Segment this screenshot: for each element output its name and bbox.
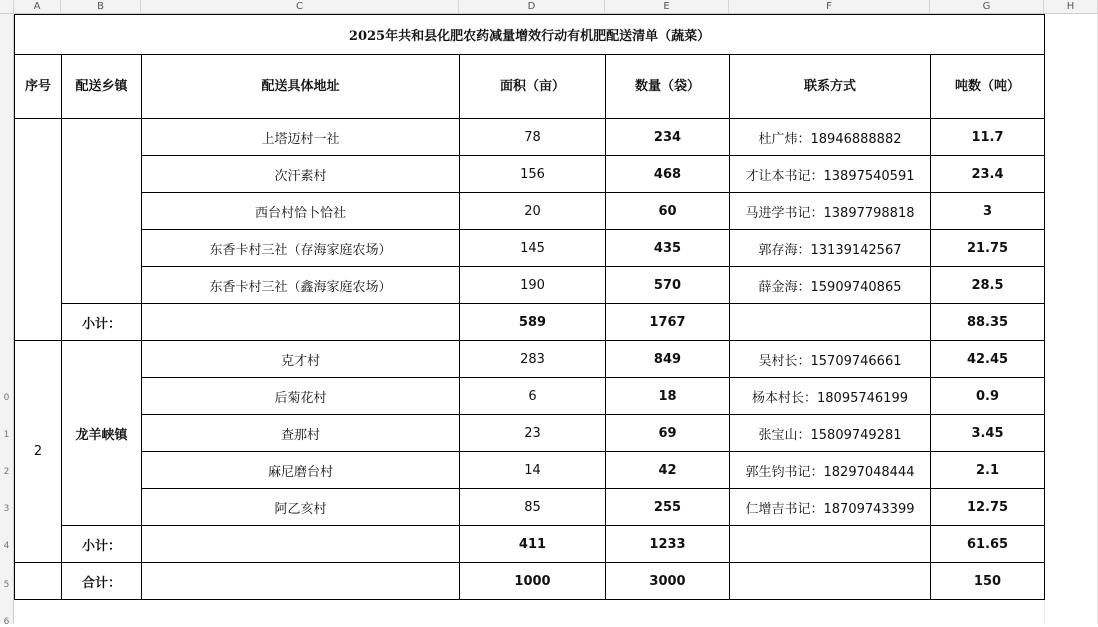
sheet-title[interactable]: 2025年共和县化肥农药减量增效行动有机肥配送清单（蔬菜） bbox=[15, 15, 1045, 55]
total-contact-cell[interactable] bbox=[730, 563, 931, 600]
qty-cell[interactable]: 18 bbox=[606, 378, 730, 415]
header-tons[interactable]: 吨数（吨） bbox=[931, 55, 1045, 119]
town-cell[interactable]: 龙羊峡镇 bbox=[62, 341, 142, 526]
area-cell[interactable]: 23 bbox=[460, 415, 606, 452]
select-all-corner[interactable] bbox=[0, 0, 14, 13]
subtotal-row bbox=[15, 526, 1045, 563]
tons-cell[interactable]: 28.5 bbox=[931, 267, 1045, 304]
column-header-e[interactable]: E bbox=[605, 0, 729, 13]
total-area[interactable]: 1000 bbox=[460, 563, 606, 600]
tons-cell[interactable]: 42.45 bbox=[931, 341, 1045, 378]
address-cell[interactable]: 东香卡村三社（存海家庭农场） bbox=[142, 230, 460, 267]
column-header-h[interactable]: H bbox=[1044, 0, 1098, 13]
subtotal-row bbox=[15, 304, 1045, 341]
tons-cell[interactable]: 23.4 bbox=[931, 156, 1045, 193]
area-cell[interactable]: 20 bbox=[460, 193, 606, 230]
row-header[interactable]: 2 bbox=[3, 467, 10, 477]
address-cell[interactable]: 西台村恰卜恰社 bbox=[142, 193, 460, 230]
table-row bbox=[15, 119, 1045, 156]
header-contact[interactable]: 联系方式 bbox=[730, 55, 931, 119]
area-cell[interactable]: 14 bbox=[460, 452, 606, 489]
subtotal-tons[interactable]: 61.65 bbox=[931, 526, 1045, 563]
row-header[interactable]: 5 bbox=[3, 580, 10, 590]
delivery-table bbox=[14, 14, 1045, 600]
contact-cell[interactable]: 马进学书记：13897798818 bbox=[730, 193, 931, 230]
table-row bbox=[15, 341, 1045, 378]
header-area[interactable]: 面积（亩） bbox=[460, 55, 606, 119]
area-cell[interactable]: 78 bbox=[460, 119, 606, 156]
qty-cell[interactable]: 69 bbox=[606, 415, 730, 452]
subtotal-label[interactable]: 小计： bbox=[62, 526, 142, 563]
contact-cell[interactable]: 杜广炜：18946888882 bbox=[730, 119, 931, 156]
subtotal-tons[interactable]: 88.35 bbox=[931, 304, 1045, 341]
address-cell[interactable]: 后菊花村 bbox=[142, 378, 460, 415]
tons-cell[interactable]: 2.1 bbox=[931, 452, 1045, 489]
header-index[interactable]: 序号 bbox=[15, 55, 62, 119]
contact-cell[interactable]: 郭存海：13139142567 bbox=[730, 230, 931, 267]
area-cell[interactable]: 156 bbox=[460, 156, 606, 193]
qty-cell[interactable]: 255 bbox=[606, 489, 730, 526]
column-header-bar bbox=[0, 0, 1098, 14]
contact-cell[interactable]: 郭生钧书记：18297048444 bbox=[730, 452, 931, 489]
column-header-d[interactable]: D bbox=[459, 0, 605, 13]
qty-cell[interactable]: 570 bbox=[606, 267, 730, 304]
contact-cell[interactable]: 才让本书记：13897540591 bbox=[730, 156, 931, 193]
tons-cell[interactable]: 0.9 bbox=[931, 378, 1045, 415]
contact-cell[interactable]: 仁增吉书记：18709743399 bbox=[730, 489, 931, 526]
table-row bbox=[15, 378, 1045, 415]
row-header-bar bbox=[0, 14, 14, 627]
qty-cell[interactable]: 468 bbox=[606, 156, 730, 193]
table-row bbox=[15, 415, 1045, 452]
row-header[interactable]: 6 bbox=[3, 617, 10, 627]
column-header-g[interactable]: G bbox=[930, 0, 1044, 13]
index-cell[interactable] bbox=[15, 119, 62, 341]
table-row bbox=[15, 193, 1045, 230]
town-cell[interactable] bbox=[62, 119, 142, 304]
contact-cell[interactable]: 薛金海：15909740865 bbox=[730, 267, 931, 304]
tons-cell[interactable]: 21.75 bbox=[931, 230, 1045, 267]
tons-cell[interactable]: 3 bbox=[931, 193, 1045, 230]
row-header[interactable]: 4 bbox=[3, 541, 10, 551]
area-cell[interactable]: 85 bbox=[460, 489, 606, 526]
column-header-a[interactable]: A bbox=[14, 0, 61, 13]
table-row bbox=[15, 230, 1045, 267]
address-cell[interactable]: 上塔迈村一社 bbox=[142, 119, 460, 156]
qty-cell[interactable]: 60 bbox=[606, 193, 730, 230]
table-row bbox=[15, 489, 1045, 526]
total-address-cell[interactable] bbox=[142, 563, 460, 600]
row-header[interactable]: 0 bbox=[3, 393, 10, 403]
table-row bbox=[15, 452, 1045, 489]
qty-cell[interactable]: 42 bbox=[606, 452, 730, 489]
address-cell[interactable]: 克才村 bbox=[142, 341, 460, 378]
address-cell[interactable]: 麻尼磨台村 bbox=[142, 452, 460, 489]
index-cell[interactable]: 2 bbox=[15, 341, 62, 563]
area-cell[interactable]: 145 bbox=[460, 230, 606, 267]
subtotal-label[interactable]: 小计： bbox=[62, 304, 142, 341]
total-row bbox=[15, 563, 1045, 600]
total-qty[interactable]: 3000 bbox=[606, 563, 730, 600]
row-header[interactable]: 1 bbox=[3, 430, 10, 440]
subtotal-address-cell[interactable] bbox=[142, 304, 460, 341]
tons-cell[interactable]: 3.45 bbox=[931, 415, 1045, 452]
table-row bbox=[15, 267, 1045, 304]
header-address[interactable]: 配送具体地址 bbox=[142, 55, 460, 119]
qty-cell[interactable]: 234 bbox=[606, 119, 730, 156]
column-header-f[interactable]: F bbox=[729, 0, 930, 13]
header-row bbox=[15, 55, 1045, 119]
table-row bbox=[15, 156, 1045, 193]
contact-cell[interactable]: 张宝山：15809749281 bbox=[730, 415, 931, 452]
subtotal-qty[interactable]: 1767 bbox=[606, 304, 730, 341]
address-cell[interactable]: 次汗素村 bbox=[142, 156, 460, 193]
area-cell[interactable]: 190 bbox=[460, 267, 606, 304]
subtotal-qty[interactable]: 1233 bbox=[606, 526, 730, 563]
header-qty[interactable]: 数量（袋） bbox=[606, 55, 730, 119]
subtotal-contact-cell[interactable] bbox=[730, 304, 931, 341]
address-cell[interactable]: 查那村 bbox=[142, 415, 460, 452]
qty-cell[interactable]: 849 bbox=[606, 341, 730, 378]
total-index-cell[interactable] bbox=[15, 563, 62, 600]
subtotal-area[interactable]: 411 bbox=[460, 526, 606, 563]
area-cell[interactable]: 283 bbox=[460, 341, 606, 378]
subtotal-contact-cell[interactable] bbox=[730, 526, 931, 563]
area-cell[interactable]: 6 bbox=[460, 378, 606, 415]
column-header-b[interactable]: B bbox=[61, 0, 141, 13]
address-cell[interactable]: 阿乙亥村 bbox=[142, 489, 460, 526]
contact-cell[interactable]: 杨本村长：18095746199 bbox=[730, 378, 931, 415]
total-tons[interactable]: 150 bbox=[931, 563, 1045, 600]
total-label[interactable]: 合计： bbox=[62, 563, 142, 600]
subtotal-address-cell[interactable] bbox=[142, 526, 460, 563]
tons-cell[interactable]: 11.7 bbox=[931, 119, 1045, 156]
header-town[interactable]: 配送乡镇 bbox=[62, 55, 142, 119]
row-header[interactable]: 3 bbox=[3, 504, 10, 514]
contact-cell[interactable]: 吴村长：15709746661 bbox=[730, 341, 931, 378]
qty-cell[interactable]: 435 bbox=[606, 230, 730, 267]
column-header-c[interactable]: C bbox=[141, 0, 459, 13]
subtotal-area[interactable]: 589 bbox=[460, 304, 606, 341]
title-row bbox=[15, 15, 1045, 55]
address-cell[interactable]: 东香卡村三社（鑫海家庭农场） bbox=[142, 267, 460, 304]
tons-cell[interactable]: 12.75 bbox=[931, 489, 1045, 526]
